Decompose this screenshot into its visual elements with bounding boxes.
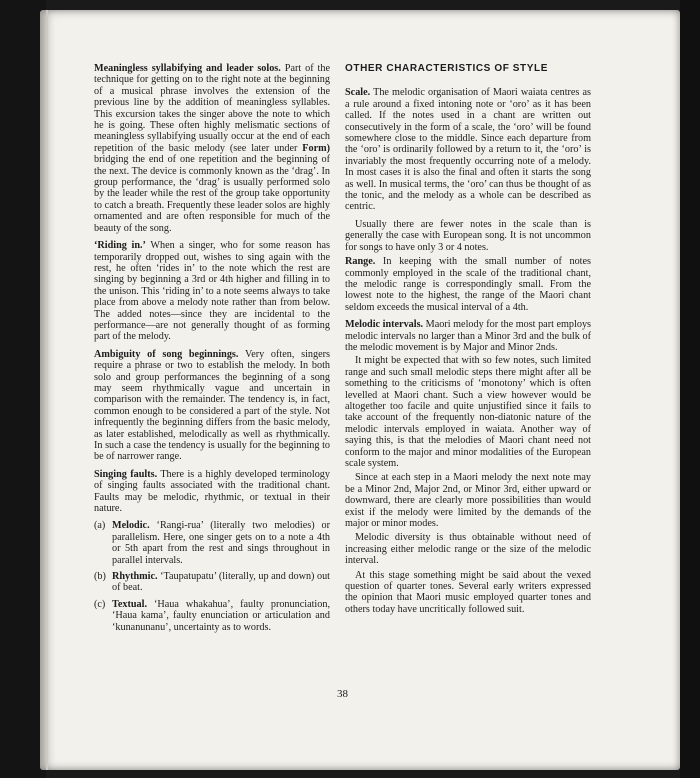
paragraph-steps: Since at each step in a Maori melody the next note may be a Minor 2nd, Major 2nd, or Minor 3rd, either upward or downward, there are clearly more possibilities than would exist if the melody were limited by the demands of the major or minor modes. [345, 472, 591, 530]
scan-right-edge [680, 0, 700, 778]
page-number: 38 [337, 688, 348, 700]
list-item [94, 599, 330, 633]
list-label: (a) [94, 520, 106, 532]
page-gutter [46, 10, 48, 770]
list-item [94, 520, 330, 566]
paragraph-diversity: Melodic diversity is thus obtainable without need of increasing either melodic range or the size of the melodic interval. [345, 532, 591, 567]
paragraph-melodic-intervals [345, 319, 591, 353]
list-item-heading: Textual. [112, 598, 148, 610]
paragraph-meaningless-syllabifying [94, 63, 330, 234]
paragraph-text: There is a highly developed terminology of singing faults associated with the traditional chant. Faults may be melodic, rhythmic, or textual in their nature. [94, 468, 330, 515]
list-label: (b) [94, 571, 106, 583]
paragraph-quarter-tones: At this stage something might be said about the vexed question of quarter tones. Several early writers expressed the opinion that Maori music employed quarter tones and others today have uncritically followed suit. [345, 569, 591, 615]
run-in-heading: Ambiguity of song beginnings. [94, 348, 239, 360]
paragraph-text: The melodic organisation of Maori waiata centres as a rule around a fixed intoning note or ‘oro’ as it has been called. If the notes used in a chant are written out consecutively in the form of a scale, the ‘oro’ will be found somewhere close to the middle. Since each departure from the ‘oro’ is ordinarily followed by a return to it, the ‘oro’ is invariably the most frequently occurring note of a melody. In most cases it is also the final and often it starts the song as well. In musical terms, the ‘oro’ can thus be thought of as the tonic, and the melody as a whole can be described as centric. [345, 87, 591, 213]
paragraph-monotony: It might be expected that with so few notes, such limited range and such small melodic steps there might after all be something to the criticisms of ‘monotony’ which is often levelled at Maori chant. Such a view however would be altogether too facile and quite unjustified since it fails to take account of the frequently non-diatonic nature of the melodic intervals employed in waiata. Another way of saying this, is that the melodies of Maori chant need not conform to the major and minor modalities of the European scale system. [345, 355, 591, 469]
list-item-text: ‘Taupatupatu’ (literally, up and down) out of beat. [112, 571, 330, 594]
paragraph-ambiguity [94, 349, 330, 463]
paragraph-singing-faults [94, 469, 330, 515]
paragraph-range [345, 256, 591, 313]
run-in-heading: Range. [345, 256, 376, 268]
run-in-heading: Scale. [345, 87, 371, 99]
cross-reference: Form) [302, 142, 330, 154]
paragraph-text: Part of the technique for getting on to the right note at the beginning of a musical phrase involves the extension of the previous line by the addition of meaningless syllables. This excursion takes the singer above the note to which he is going. These often highly melismatic sections of meaningless syllabifying usually occur at the end of each repetition of the basic melody (see later under [94, 63, 331, 154]
run-in-heading: Meaningless syllabifying and leader solos. [94, 63, 281, 74]
paragraph-text: Maori melody for the most part employs melodic intervals no larger than a Minor 3rd and the bulk of the melodic movement is by Major and Minor 2nds. [345, 319, 591, 353]
paragraph-scale-notes: Usually there are fewer notes in the scale than is generally the case with European song. It is not uncommon for songs to have only 3 or 4 notes. [345, 218, 591, 253]
list-item-heading: Melodic. [112, 520, 150, 532]
left-column [94, 63, 330, 638]
run-in-heading: Singing faults. [94, 468, 158, 480]
section-heading: OTHER CHARACTERISTICS OF STYLE [345, 63, 549, 74]
list-item-heading: Rhythmic. [112, 571, 158, 583]
paragraph-scale [345, 87, 591, 212]
paragraph-riding-in [94, 240, 330, 343]
paragraph-text: In keeping with the small number of notes commonly employed in the scale of the traditional chant, the melodic range is correspondingly small. From the lowest note to the highest, the range of the Maori chant seldom exceeds the musical interval of a 4th. [345, 256, 591, 313]
paragraph-text: bridging the end of one repetition and the beginning of the next. The device is commonly known as the ‘drag’. In group performance, the ‘drag’ is usually performed solo by the leader while the rest of the group take opportunity to catch a breath. Frequently these leader solos are highly ornamented and are often responsible for much of the beauty of the song. [94, 154, 330, 234]
paragraph-text: When a singer, who for some reason has temporarily dropped out, wishes to sing again with the rest, he often ‘rides in’ to the note which the rest are singing by beginning a 3rd or 4th higher and filling in to the unison. This ‘riding in’ to a note seems always to take place from above a melody note rather than from below. The added notes—since they are incidental to the performance—are not generally thought of as forming part of the melody. [94, 240, 330, 343]
list-label: (c) [94, 598, 106, 610]
list-item-text: ‘Haua whakahua’, faulty pronunciation, ‘Haua kama’, faulty enunciation or articulation and ‘kunanunanu’, uncertainty as to words. [112, 598, 330, 633]
list-item [94, 571, 330, 594]
right-column [345, 63, 591, 618]
paragraph-text: Very often, singers require a phrase or two to establish the melody. In both solo and group performances the beginning of a song may seem rhythmically vague and uncertain in comparison with the remainder. The tendency is, in fact, common enough to be considered a part of the style. Not infrequently the beginning differs from the basic melody, as later established, melodically as well as rhythmically. In such a case the tendency is usually for the beginning to be of narrower range. [94, 348, 330, 463]
list-item-text: ‘Rangi-rua’ (literally two melodies) or parallelism. Here, one singer gets on to a note a 4th or 5th apart from the rest and sings throughout in parallel intervals. [112, 520, 330, 566]
run-in-heading: ‘Riding in.’ [94, 240, 146, 252]
run-in-heading: Melodic intervals. [345, 319, 424, 331]
